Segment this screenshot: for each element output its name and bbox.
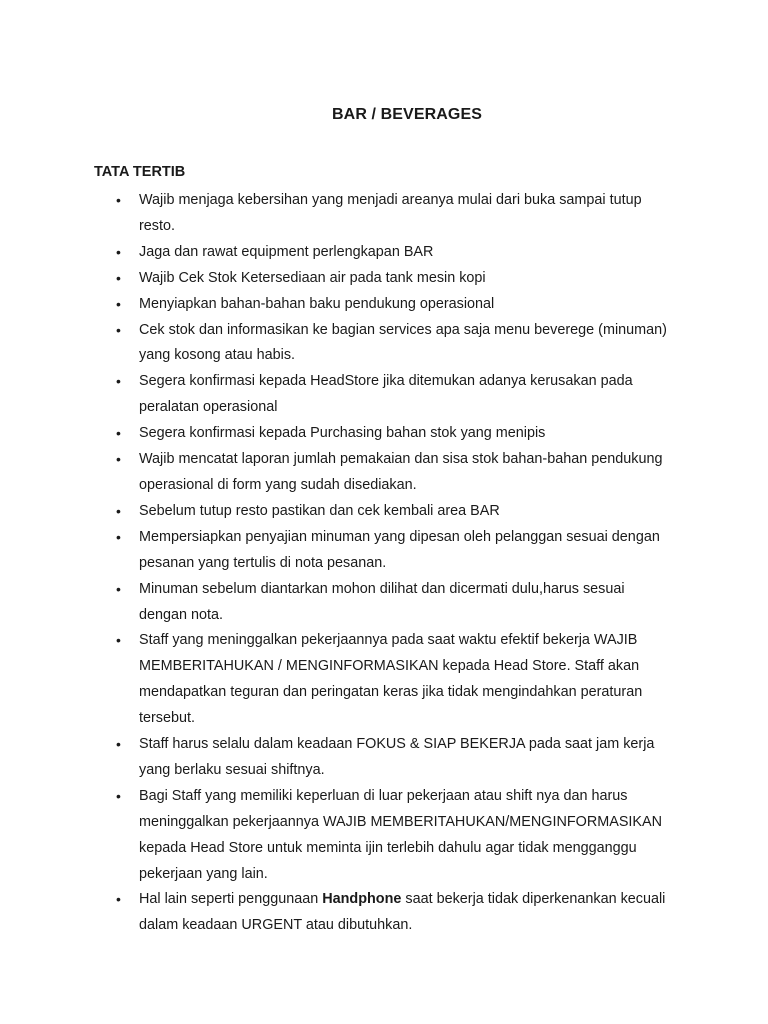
section-heading: TATA TERTIB xyxy=(94,164,186,180)
bullet-icon: • xyxy=(116,425,121,442)
rule-text: Segera konfirmasi kepada Purchasing bahan stok yang menipis xyxy=(139,425,546,442)
rule-text: Menyiapkan bahan-bahan baku pendukung operasional xyxy=(139,295,495,312)
rule-text: Minuman sebelum diantarkan mohon dilihat dan dicermati dulu,harus sesuai dengan nota. xyxy=(139,580,625,623)
rule-text: Wajib menjaga kebersihan yang menjadi areanya mulai dari buka sampai tutup resto. xyxy=(139,192,642,234)
list-item xyxy=(116,369,676,421)
list-item xyxy=(116,577,676,629)
rule-text: Mempersiapkan penyajian minuman yang dipesan oleh pelanggan sesuai dengan pesanan yang tertulis di nota pesanan. xyxy=(139,528,660,571)
list-item xyxy=(116,525,676,577)
list-item xyxy=(116,266,676,292)
bullet-icon: • xyxy=(116,580,121,597)
bullet-icon: • xyxy=(116,321,121,338)
rule-text-before: Hal lain seperti penggunaan xyxy=(139,891,323,908)
list-item xyxy=(116,188,676,240)
list-item xyxy=(116,240,676,266)
list-item xyxy=(116,784,676,888)
list-item xyxy=(116,499,676,525)
bullet-icon: • xyxy=(116,736,121,753)
list-item xyxy=(116,732,676,784)
list-item xyxy=(116,447,676,499)
rule-text-after: saat bekerja tidak diperkenankan kecuali dalam keadaan URGENT atau dibutuhkan. xyxy=(139,891,666,934)
bullet-icon: • xyxy=(116,632,121,649)
rule-text: Wajib Cek Stok Ketersediaan air pada tank mesin kopi xyxy=(139,269,486,286)
document-title: BAR / BEVERAGES xyxy=(332,106,482,123)
list-item xyxy=(116,318,676,370)
bullet-icon: • xyxy=(116,192,121,208)
rule-text: Segera konfirmasi kepada HeadStore jika ditemukan adanya kerusakan pada peralatan operasional xyxy=(139,373,633,416)
bullet-icon: • xyxy=(116,787,121,804)
bullet-icon: • xyxy=(116,502,121,519)
list-item xyxy=(116,628,676,732)
bullet-icon: • xyxy=(116,891,121,908)
bullet-icon: • xyxy=(116,295,121,312)
rule-text: Sebelum tutup resto pastikan dan cek kembali area BAR xyxy=(139,502,500,519)
list-item xyxy=(116,421,676,447)
bullet-icon: • xyxy=(116,269,121,286)
rules-list xyxy=(116,188,676,939)
rule-text: Staff yang meninggalkan pekerjaannya pada saat waktu efektif bekerja WAJIB MEMBERITAHUKAN / MENGINFORMASIKAN kepada Head Store. Staff akan mendapatkan teguran dan peringatan keras jika tidak mengindahkan peraturan tersebut. xyxy=(139,632,643,727)
rule-text: Jaga dan rawat equipment perlengkapan BAR xyxy=(139,243,434,260)
rule-text: Bagi Staff yang memiliki keperluan di luar pekerjaan atau shift nya dan harus meninggalkan pekerjaannya WAJIB MEMBERITAHUKAN/MENGINFORMASIKAN kepada Head Store untuk meminta ijin terlebih dahulu agar tidak mengganggu pekerjaan yang lain. xyxy=(139,787,663,882)
rule-text: Cek stok dan informasikan ke bagian services apa saja menu beverege (minuman) yang kosong atau habis. xyxy=(139,321,667,364)
rule-text: Wajib mencatat laporan jumlah pemakaian dan sisa stok bahan-bahan pendukung operasional di form yang sudah disediakan. xyxy=(139,451,663,493)
list-item xyxy=(116,292,676,318)
rule-text: Staff harus selalu dalam keadaan FOKUS & SIAP BEKERJA pada saat jam kerja yang berlaku sesuai shiftnya. xyxy=(139,736,655,778)
bullet-icon: • xyxy=(116,373,121,390)
bullet-icon: • xyxy=(116,451,121,468)
bullet-icon: • xyxy=(116,528,121,545)
list-item xyxy=(116,887,676,939)
bullet-icon: • xyxy=(116,243,121,260)
rule-text-bold: Handphone xyxy=(322,891,402,908)
